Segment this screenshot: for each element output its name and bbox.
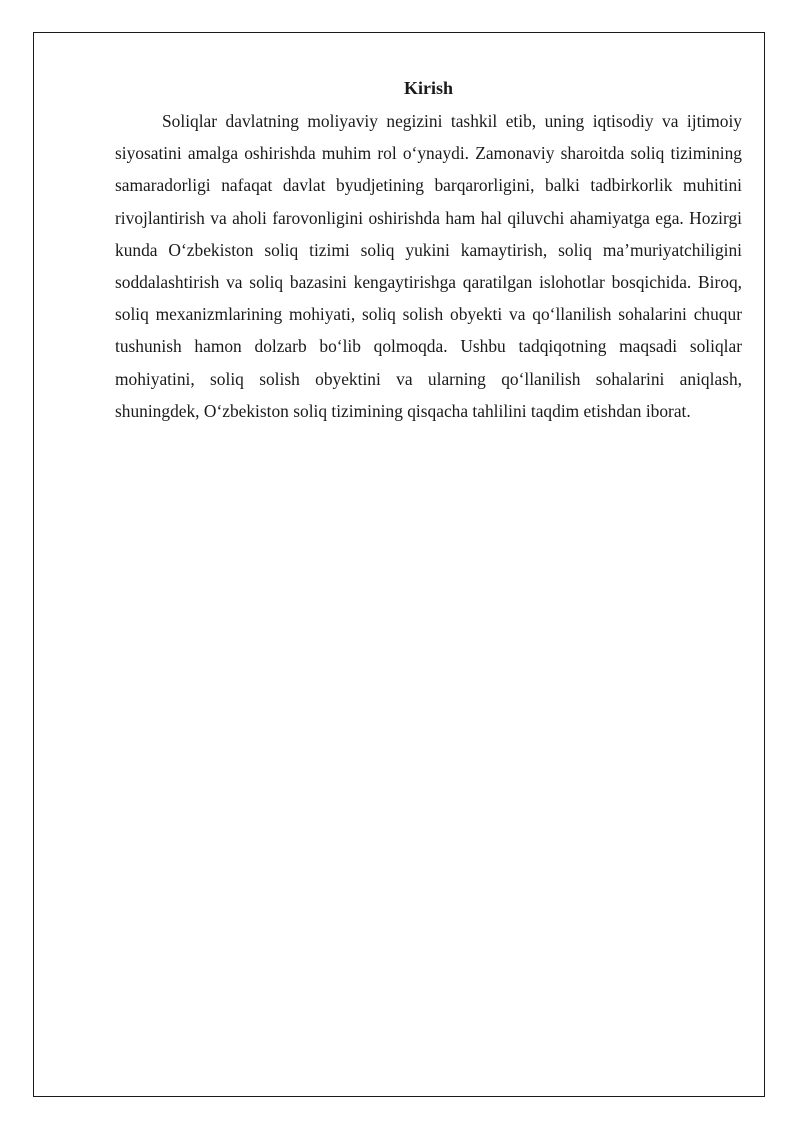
intro-paragraph: Soliqlar davlatning moliyaviy negizini tashkil etib, uning iqtisodiy va ijtimoiy siyosatini amalga oshirishda muhim rol o‘ynaydi. Zamonaviy sharoitda soliq tizimining samaradorligi nafaqat davlat byudjetining barqarorligini, balki tadbirkorlik muhitini rivojlantirish va aholi farovonligini oshirishda ham hal qiluvchi ahamiyatga ega. Hozirgi kunda O‘zbekiston soliq tizimi soliq yukini kamaytirish, soliq ma’muriyatchiligini soddalashtirish va soliq bazasini kengaytirishga qaratilgan islohotlar bosqichida. Biroq, soliq mexanizmlarining mohiyati, soliq solish obyekti va qo‘llanilish sohalarini chuqur tushunish hamon dolzarb bo‘lib qolmoqda. Ushbu tadqiqotning maqsadi soliqlar mohiyatini, soliq solish obyektini va ularning qo‘llanilish sohalarini aniqlash, shuningdek, O‘zbekiston soliq tizimining qisqacha tahlilini taqdim etishdan iborat. — [115, 111, 742, 421]
document-body — [115, 74, 742, 427]
section-heading: Kirish — [403, 78, 453, 98]
